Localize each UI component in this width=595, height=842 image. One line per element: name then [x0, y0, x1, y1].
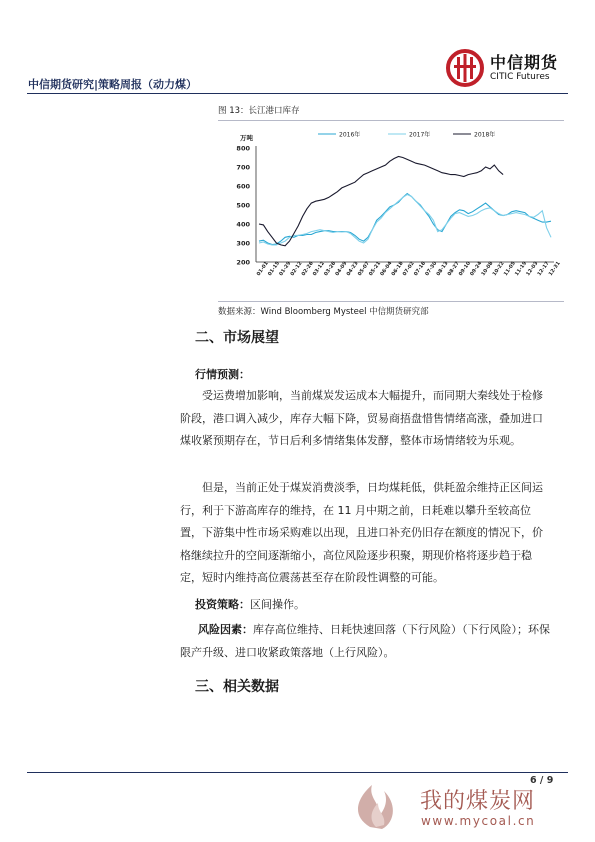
forecast-paragraph-1: 受运费增加影响，当前煤炭发运成本大幅提升，而同期大秦线处于检修阶段，港口调入减少，库存大幅下降，贸易商捂盘惜售情绪高涨，叠加进口煤收紧预期存在，节日后利多情绪集体发酵，整体市场情绪较为乐观。	[180, 389, 543, 448]
x-tick-label: 06-04	[379, 260, 394, 278]
x-tick-label: 08-27	[446, 260, 461, 278]
logo-text-en: CITIC Futures	[490, 72, 550, 82]
x-tick-label: 02-26	[300, 260, 315, 278]
series-line-2016年	[259, 194, 551, 245]
x-tick-label: 07-02	[401, 260, 416, 278]
figure-bottom-border	[218, 301, 564, 302]
x-tick-label: 06-18	[390, 260, 405, 278]
header-divider	[27, 93, 568, 94]
forecast-paragraph-2: 但是，当前正处于煤炭消费淡季，日均煤耗低，供耗盈余维持正区间运行，利于下游高库存的维持，在 11 月中期之前，日耗难以攀升至较高位置，下游集中性市场采购难以出现，且进口补充仍旧存在额度的情况下，价格继续拉升的空间逐渐缩小，高位风险逐步积聚，期现价格将逐步趋于稳定，短时内维持高位震荡甚至存在阶段性调整的可能。	[180, 481, 543, 585]
risk-value: 库存高位维持、日耗快速回落（下行风险）（下行风险）；环保限产升级、进口收紧政策落地（上行风险）。	[180, 623, 550, 659]
x-tick-label: 04-09	[334, 260, 349, 278]
risk-paragraph	[180, 619, 552, 664]
x-tick-label: 07-30	[424, 260, 439, 278]
figure-caption: 图 13：长江港口库存	[218, 106, 300, 116]
series-line-2018年	[259, 157, 503, 246]
x-tick-label: 09-24	[469, 260, 484, 278]
x-tick-label: 12-31	[547, 260, 562, 278]
legend-label: 2017年	[409, 131, 431, 139]
x-tick-label: 09-10	[457, 260, 472, 278]
x-tick-label: 12-17	[536, 260, 551, 278]
x-tick-label: 10-22	[491, 260, 506, 278]
x-tick-label: 01-29	[278, 260, 293, 278]
x-tick-label: 05-07	[356, 260, 371, 278]
x-tick-label: 01-01	[255, 260, 270, 278]
x-tick-label: 05-21	[368, 260, 383, 278]
x-tick-label: 11-19	[514, 260, 529, 278]
series-line-2017年	[259, 195, 551, 245]
x-tick-label: 08-13	[435, 260, 450, 278]
report-header-title: 中信期货研究|策略周报（动力煤）	[28, 78, 198, 91]
figure-source: 数据来源：Wind Bloomberg Mysteel 中信期货研究部	[218, 307, 429, 317]
y-axis-unit-label: 万吨	[240, 134, 253, 142]
x-tick-label: 11-05	[502, 260, 517, 278]
x-tick-label: 01-15	[266, 260, 282, 278]
y-tick-label: 200	[236, 258, 250, 267]
forecast-label: 行情预测：	[195, 368, 250, 381]
strategy-line	[195, 596, 305, 612]
x-tick-label: 03-26	[323, 260, 338, 278]
y-tick-label: 500	[236, 201, 250, 210]
y-tick-label: 700	[236, 163, 250, 172]
x-tick-label: 12-03	[525, 260, 540, 278]
logo-text-cn: 中信期货	[490, 53, 559, 72]
watermark-text: 我的煤炭网	[420, 789, 536, 814]
y-tick-label: 800	[236, 144, 250, 153]
legend-label: 2016年	[339, 131, 361, 139]
section-heading-outlook: 二、市场展望	[195, 330, 279, 346]
strategy-label: 投资策略：	[195, 598, 250, 611]
risk-label: 风险因素：	[198, 623, 253, 636]
x-tick-label: 10-08	[480, 260, 495, 278]
inventory-line-chart	[218, 120, 564, 301]
page-number: 6 / 9	[530, 775, 554, 786]
watermark-url: www.mycoal.cn	[421, 814, 536, 828]
legend-label: 2018年	[474, 131, 496, 139]
y-tick-label: 600	[236, 182, 250, 191]
footer-divider	[27, 772, 568, 773]
strategy-value: 区间操作。	[250, 598, 305, 611]
x-tick-label: 03-12	[311, 260, 326, 278]
x-tick-label: 02-12	[289, 260, 304, 278]
x-tick-label: 07-16	[412, 260, 428, 278]
x-tick-label: 04-23	[345, 260, 360, 278]
y-tick-label: 400	[236, 220, 250, 229]
section-heading-data: 三、相关数据	[195, 679, 279, 695]
y-tick-label: 300	[236, 239, 250, 248]
